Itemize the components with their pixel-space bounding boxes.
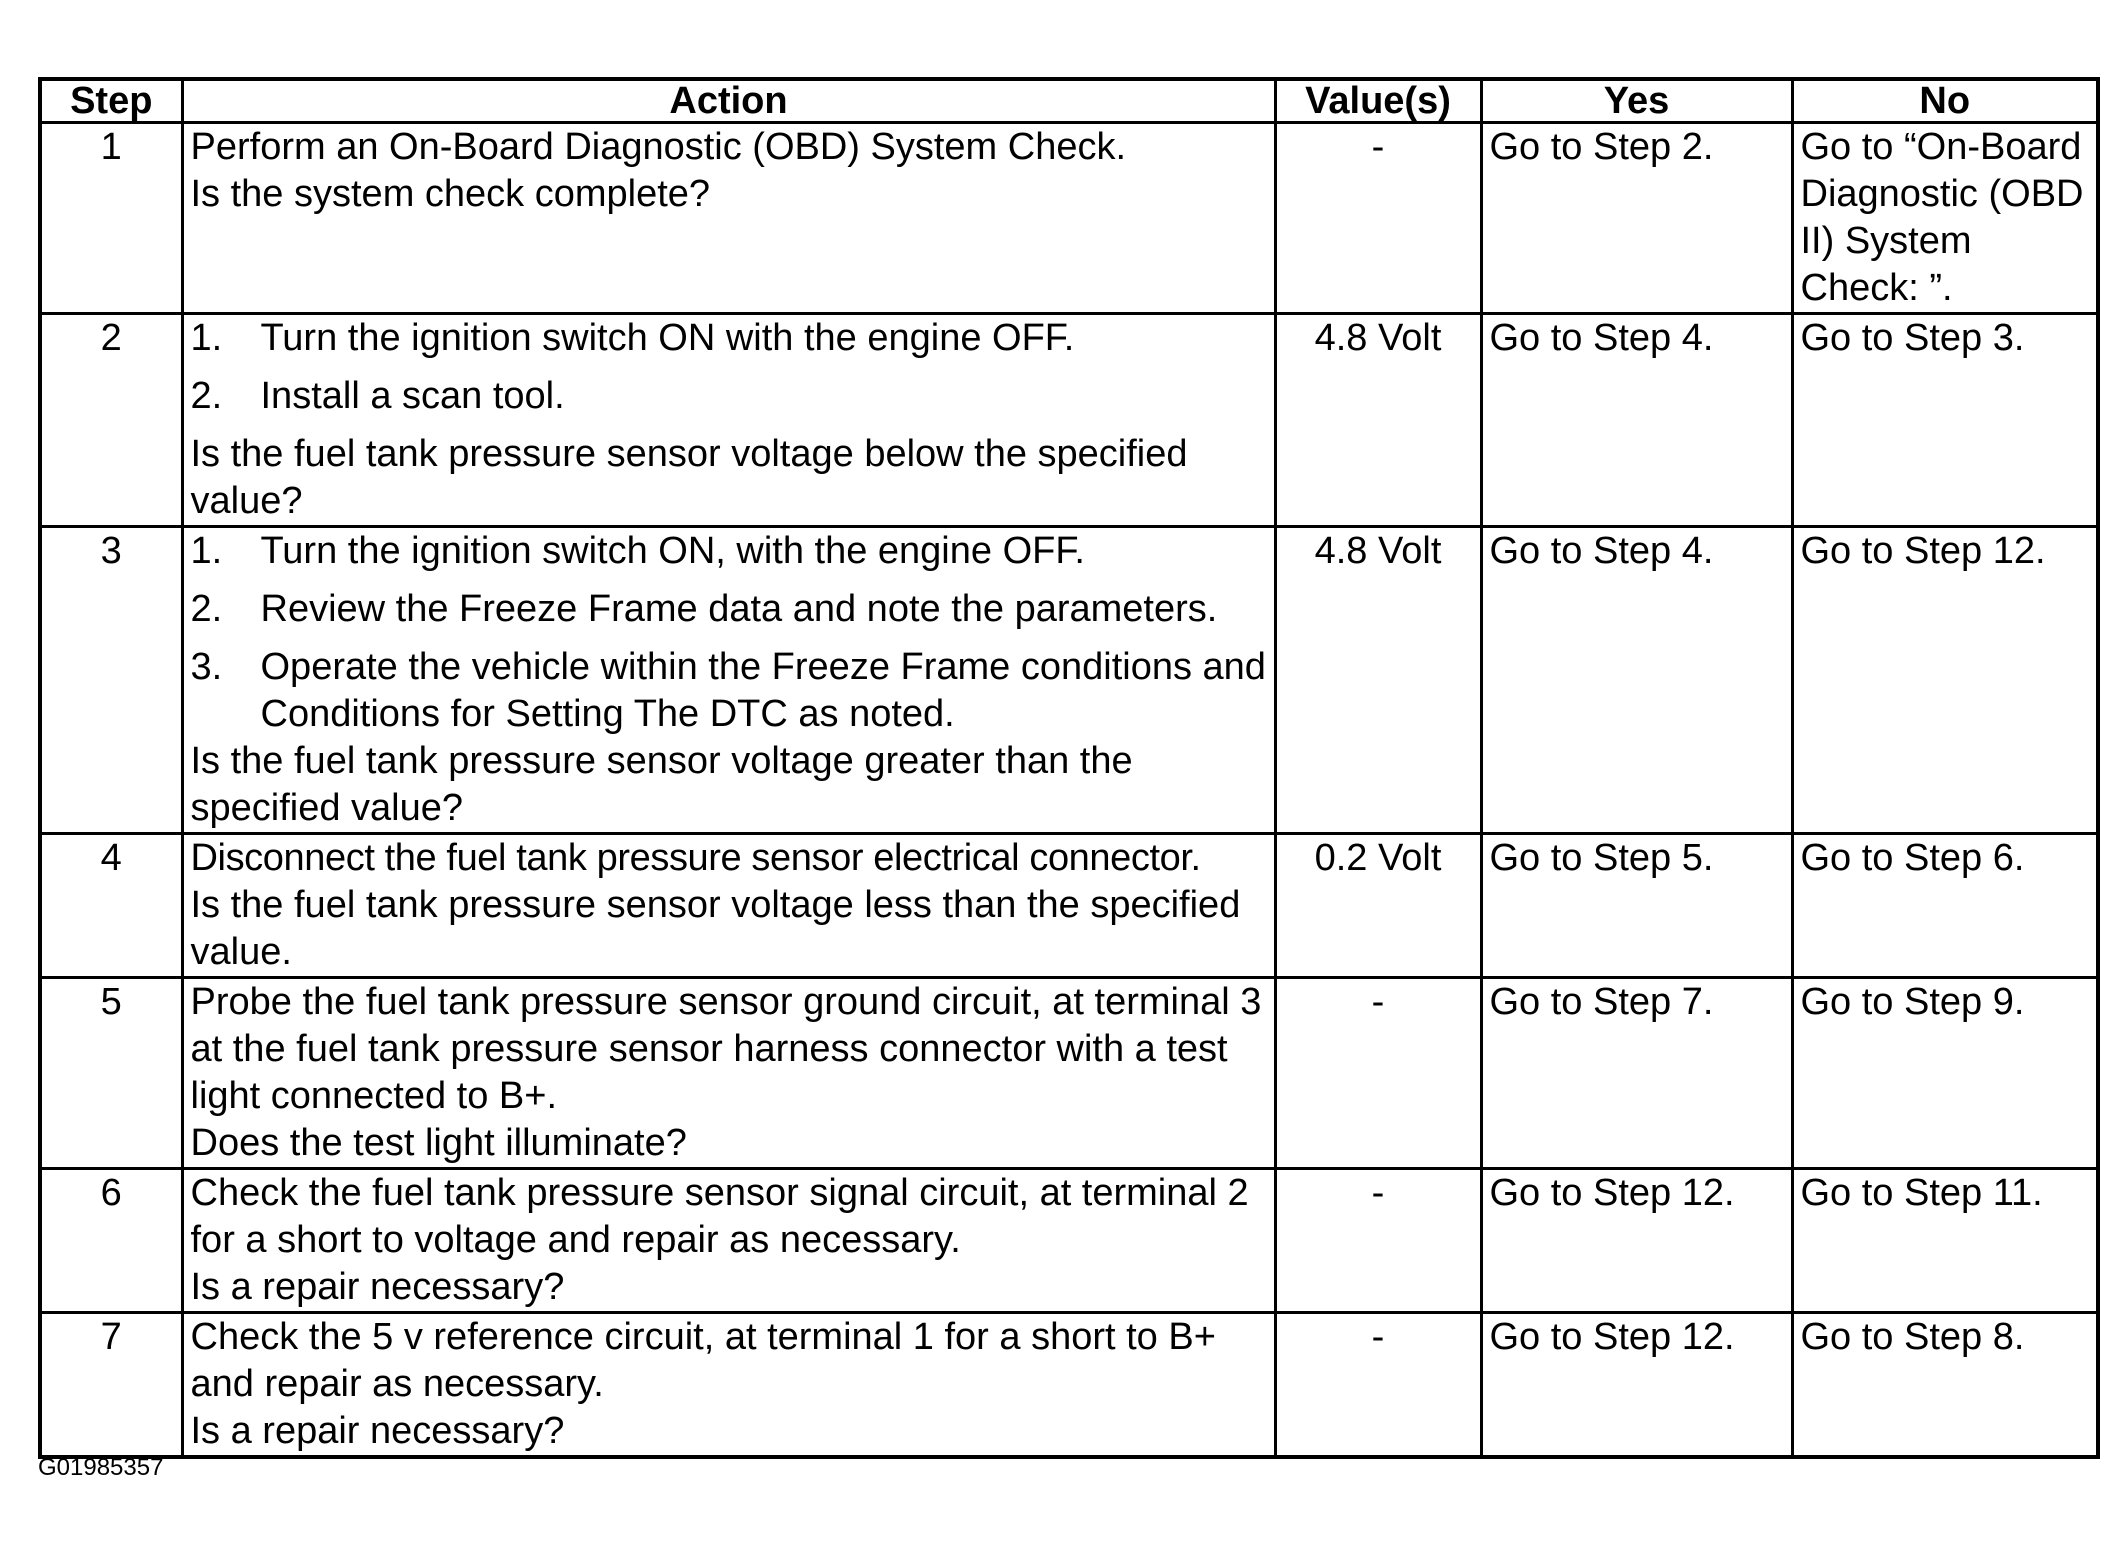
table-row — [40, 1169, 2098, 1313]
yes-cell: Go to Step 12. — [1481, 1313, 1792, 1458]
header-row — [40, 79, 2098, 123]
list-item-number: 1. — [190, 530, 223, 572]
action-cell — [182, 1313, 1275, 1458]
no-cell: Go to Step 8. — [1792, 1313, 2098, 1458]
action-cell — [182, 1169, 1275, 1313]
step-number: 3 — [40, 527, 182, 834]
header-no: No — [1792, 79, 2098, 123]
action-cell — [182, 834, 1275, 978]
action-question: Is the fuel tank pressure sensor voltage greater than the specified value? — [190, 740, 1133, 829]
list-item — [191, 528, 1267, 575]
yes-cell: Go to Step 5. — [1481, 834, 1792, 978]
value-cell: 4.8 Volt — [1275, 527, 1481, 834]
action-question: Is the system check complete? — [190, 173, 711, 215]
action-instruction: Probe the fuel tank pressure sensor ground circuit, at terminal 3 at the fuel tank pressure sensor harness connector with a test light connected to B+. — [190, 981, 1262, 1117]
no-cell: Go to Step 6. — [1792, 834, 2098, 978]
list-item — [191, 586, 1267, 633]
diagnostic-table — [38, 77, 2100, 1459]
step-number: 4 — [40, 834, 182, 978]
value-cell: - — [1275, 123, 1481, 314]
table-row — [40, 834, 2098, 978]
action-cell — [182, 123, 1275, 314]
action-instruction: Disconnect the fuel tank pressure sensor electrical connector. — [190, 837, 1201, 879]
yes-cell: Go to Step 7. — [1481, 978, 1792, 1169]
header-values: Value(s) — [1275, 79, 1481, 123]
list-item — [191, 373, 1267, 420]
step-number: 1 — [40, 123, 182, 314]
yes-cell: Go to Step 4. — [1481, 527, 1792, 834]
list-item-text: Review the Freeze Frame data and note the parameters. — [260, 588, 1218, 630]
table-row — [40, 123, 2098, 314]
action-question: Is a repair necessary? — [190, 1266, 565, 1308]
figure-code: G01985357 — [38, 1454, 164, 1481]
action-question: Is a repair necessary? — [190, 1410, 565, 1452]
action-question: Is the fuel tank pressure sensor voltage below the specified value? — [190, 433, 1188, 522]
value-cell: 0.2 Volt — [1275, 834, 1481, 978]
action-instruction: Perform an On-Board Diagnostic (OBD) System Check. — [190, 126, 1127, 168]
list-item — [191, 315, 1267, 362]
value-cell: - — [1275, 1169, 1481, 1313]
header-yes: Yes — [1481, 79, 1792, 123]
list-item-text: Install a scan tool. — [260, 375, 565, 417]
step-number: 5 — [40, 978, 182, 1169]
list-item-text: Turn the ignition switch ON, with the engine OFF. — [260, 530, 1085, 572]
no-cell: Go to Step 12. — [1792, 527, 2098, 834]
action-cell — [182, 314, 1275, 527]
list-item-number: 2. — [190, 588, 223, 630]
value-cell: 4.8 Volt — [1275, 314, 1481, 527]
table-row — [40, 314, 2098, 527]
action-steps-list — [191, 315, 1267, 420]
no-cell: Go to Step 3. — [1792, 314, 2098, 527]
table-row — [40, 978, 2098, 1169]
action-instruction: Check the 5 v reference circuit, at terminal 1 for a short to B+ and repair as necessary. — [190, 1316, 1216, 1405]
action-instruction: Check the fuel tank pressure sensor signal circuit, at terminal 2 for a short to voltage and repair as necessary. — [190, 1172, 1249, 1261]
list-item — [191, 644, 1267, 738]
step-number: 2 — [40, 314, 182, 527]
value-cell: - — [1275, 978, 1481, 1169]
list-item-number: 3. — [190, 646, 223, 688]
header-step: Step — [40, 79, 182, 123]
table-row — [40, 1313, 2098, 1458]
step-number: 7 — [40, 1313, 182, 1458]
no-cell: Go to Step 11. — [1792, 1169, 2098, 1313]
header-action: Action — [182, 79, 1275, 123]
yes-cell: Go to Step 2. — [1481, 123, 1792, 314]
list-item-text: Turn the ignition switch ON with the engine OFF. — [260, 317, 1075, 359]
list-item-number: 1. — [190, 317, 223, 359]
value-cell: - — [1275, 1313, 1481, 1458]
yes-cell: Go to Step 12. — [1481, 1169, 1792, 1313]
action-question: Does the test light illuminate? — [190, 1122, 687, 1164]
action-question: Is the fuel tank pressure sensor voltage less than the specified value. — [190, 884, 1241, 973]
yes-cell: Go to Step 4. — [1481, 314, 1792, 527]
action-steps-list — [191, 528, 1267, 738]
no-cell: Go to “On-Board Diagnostic (OBD II) System Check: ”. — [1792, 123, 2098, 314]
action-cell — [182, 978, 1275, 1169]
no-cell: Go to Step 9. — [1792, 978, 2098, 1169]
list-item-text: Operate the vehicle within the Freeze Frame conditions and Conditions for Setting The DTC as noted. — [260, 646, 1266, 735]
action-cell — [182, 527, 1275, 834]
table-row — [40, 527, 2098, 834]
list-item-number: 2. — [190, 375, 223, 417]
step-number: 6 — [40, 1169, 182, 1313]
